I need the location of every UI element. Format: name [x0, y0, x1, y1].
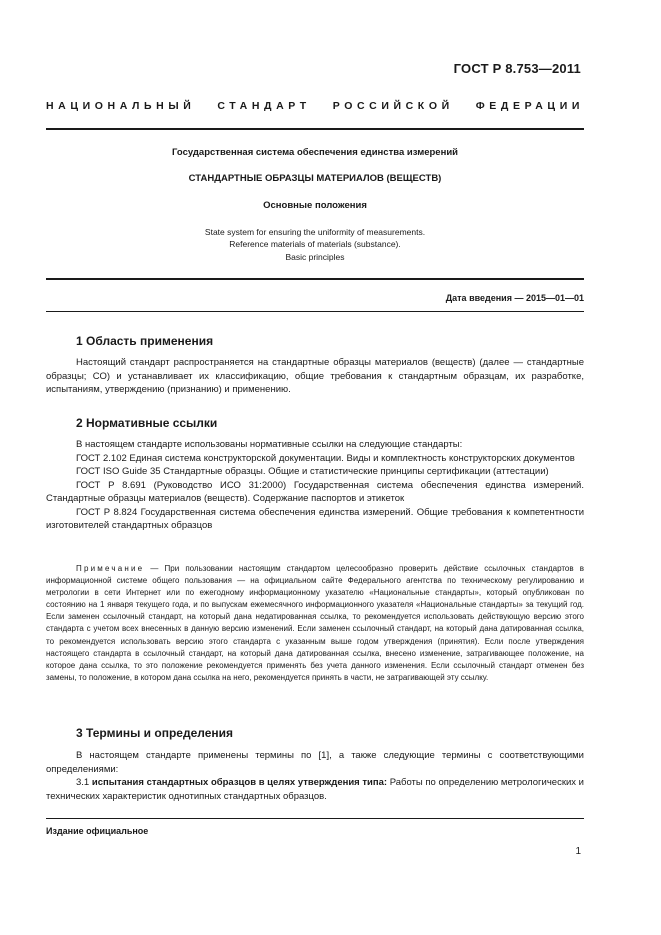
term-number: 3.1: [76, 777, 92, 788]
english-title-line: Reference materials of materials (substance).: [229, 239, 401, 250]
date-divider: [46, 311, 584, 312]
term-name: испытания стандартных образцов в целях утверждения типа:: [91, 777, 388, 788]
note-block: [46, 563, 584, 684]
reference-item: ГОСТ 2.102 Единая система конструкторской документации. Виды и комплектность конструкторских документов: [76, 452, 575, 464]
note-label: Примечание: [76, 564, 145, 573]
reference-item: ГОСТ ISO Guide 35 Стандартные образцы. Общие и статистические принципы сертификации (аттестации): [76, 466, 549, 477]
paragraph: В настоящем стандарте использованы нормативные ссылки на следующие стандарты:: [76, 439, 463, 450]
paragraph: В настоящем стандарте применены термины по [1], а также следующие термины с соответствующими определениями:: [46, 750, 584, 775]
term-definition: [46, 776, 584, 803]
document-code: ГОСТ Р 8.753—2011: [453, 61, 581, 76]
note-text: — При пользовании настоящим стандартом целесообразно проверить действие ссылочных стандартов в информационной системе общего пользования — на официальном сайте Федерального агентства по техническому регулированию и метрологии в сети Интернет или по ежегодному информационному указателю «Национальные стандарты», который опубликован по состоянию на 1 января текущего года, и по выпускам ежемесячного информационного указателя «Национальные стандарты» за текущий год. Если заменен ссылочный стандарт, на который дана недатированная ссылка, то рекомендуется использовать действующую версию этого стандарта с учетом всех внесенных в данную версию изменений. Если заменен ссылочный стандарт, на который дана датированная ссылка, то рекомендуется использовать версию этого стандарта с указанным выше годом утверждения (принятия). Если после утверждения настоящего стандарта в ссылочный стандарт, на который дана датированная ссылка, внесено изменение, затрагивающее положение, на которое дана ссылка, то это положение рекомендуется применять без учета данного изменения. Если ссылочный стандарт отменен без замены, то положение, в котором дана ссылка на него, рекомендуется принять в части, не затрагивающей эту ссылку.: [46, 564, 584, 682]
footer-divider: [46, 818, 584, 819]
paragraph: Настоящий стандарт распространяется на стандартные образцы материалов (веществ) (далее — стандартные образцы; СО) и устанавливает их классификацию, общие требования к стандартным образцам, их разработке, испытаниям, утверждению (признанию) и применению.: [46, 357, 584, 395]
section-1-text: [46, 356, 584, 397]
section-3-text: [46, 749, 584, 803]
section-2-heading: 2 Нормативные ссылки: [76, 416, 218, 430]
section-2-text: [46, 438, 584, 533]
english-title: [46, 226, 584, 263]
edition-label: Издание официальное: [46, 826, 149, 836]
main-title: СТАНДАРТНЫЕ ОБРАЗЦЫ МАТЕРИАЛОВ (ВЕЩЕСТВ): [188, 173, 442, 184]
section-1-heading: 1 Область применения: [76, 334, 214, 348]
reference-item: ГОСТ Р 8.824 Государственная система обеспечения единства измерений. Общие требования к компетентности изготовителей стандартных образцов: [46, 506, 584, 531]
note-paragraph: [46, 563, 584, 684]
title-divider: [46, 278, 584, 280]
section-3-heading: 3 Термины и определения: [76, 726, 234, 740]
page-number: 1: [575, 846, 581, 857]
subtitle: Основные положения: [263, 200, 367, 211]
header-divider: [46, 128, 584, 130]
english-title-line: State system for ensuring the uniformity of measurements.: [204, 227, 426, 237]
term-text: Работы по определению метрологических и технических характеристик однотипных стандартных образцов.: [46, 777, 584, 802]
introduction-date: Дата введения — 2015—01—01: [445, 293, 584, 303]
national-standard-banner: НАЦИОНАЛЬНЫЙ СТАНДАРТ РОССИЙСКОЙ ФЕДЕРАЦИИ: [46, 100, 584, 112]
reference-item: ГОСТ Р 8.691 (Руководство ИСО 31:2000) Государственная система обеспечения единства измерений. Стандартные образцы материалов (веществ). Содержание паспортов и этикеток: [46, 479, 584, 504]
system-title: Государственная система обеспечения единства измерений: [171, 147, 459, 158]
english-title-line: Basic principles: [285, 251, 345, 262]
